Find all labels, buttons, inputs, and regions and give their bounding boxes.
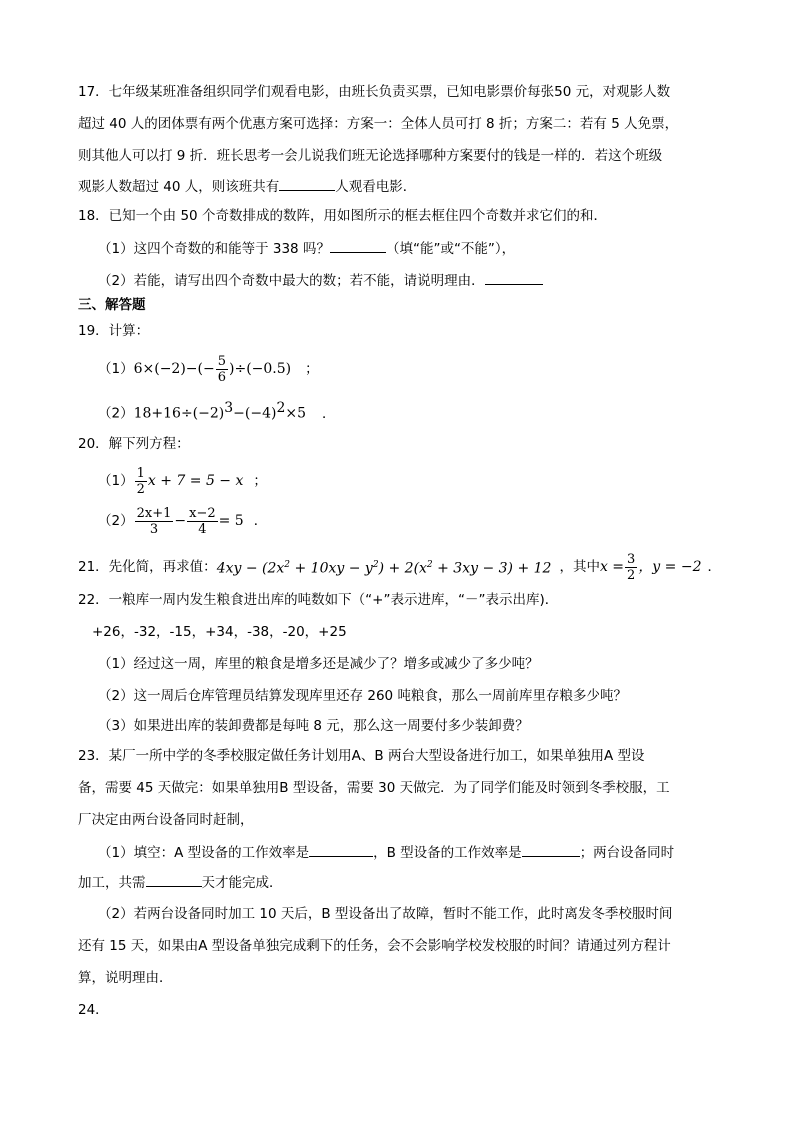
section-heading: 三、解答题: [78, 297, 146, 313]
q22-line-1: 22．一粮库一周内发生粮食进出库的吨数如下（“+”表示进库，“－”表示出库)．: [78, 592, 559, 608]
q18-part-1-text: （1）这四个奇数的和能等于 338 吗？: [98, 241, 330, 257]
q17-answer-blank[interactable]: [279, 176, 335, 191]
q24-title: 24．: [78, 1002, 109, 1018]
q21-expr-b: + 10xy − y: [290, 560, 373, 577]
q20-part-1: [98, 464, 267, 498]
q17-line-4: [78, 176, 416, 197]
q18-line-1: 18．已知一个由 50 个奇数排成的数阵，用如图所示的框去框住四个奇数并求它们的和．: [78, 208, 607, 224]
q20-part-2-fraction-1: [135, 506, 174, 537]
q17-line-2: 超过 40 人的团体票有两个优惠方案可选择：方案一：全体人员可打 8 折；方案二：若有 5 人免票，: [78, 116, 679, 132]
q21-x-denominator: 2: [627, 567, 636, 583]
q19-part-1-expr-b: )÷(−0.5): [229, 361, 292, 377]
q19-part-1-label: （1）: [98, 361, 134, 377]
q20-part-1-end: ；: [253, 473, 267, 489]
q21-line: [78, 550, 721, 584]
q19-part-2-expr-b: −(−4): [233, 405, 277, 422]
q20-part-2: [98, 504, 267, 538]
q23-answer-blank-1[interactable]: [309, 842, 373, 857]
q23-part-1-text-a: （1）填空：A 型设备的工作效率是: [98, 845, 310, 861]
q21-x-fraction: [625, 552, 637, 583]
q20-fraction-1-numerator: 2x+1: [136, 505, 172, 521]
q19-fraction-denominator: 6: [217, 369, 226, 385]
q23-part-1-cont: [78, 872, 283, 893]
q20-fraction-2-numerator: x−2: [189, 505, 216, 521]
q22-data: +26，-32，-15，+34，-38，-20，+25: [92, 624, 347, 640]
q23-part-2-line-3: 算，说明理由．: [78, 970, 173, 986]
q21-exp-1: 2: [284, 560, 291, 571]
q23-part-1-text-b: ，B 型设备的工作效率是: [373, 845, 522, 861]
q23-part-1-text-d: 加工，共需: [78, 875, 146, 891]
q20-part-2-fraction-2: [187, 506, 218, 537]
q19-part-2-exp-1: 3: [224, 400, 234, 416]
q20-fraction-1-denominator: 3: [149, 521, 159, 537]
q19-part-2-exp-2: 2: [276, 400, 286, 416]
q23-part-1: [98, 842, 674, 863]
q23-line-3: 厂决定由两台设备同时赶制，: [78, 812, 254, 828]
q21-x-numerator: 3: [627, 551, 636, 567]
q19-part-2-end: ．: [322, 405, 336, 422]
q18-answer-blank-1[interactable]: [330, 238, 386, 253]
q19-part-2: [98, 398, 336, 424]
q20-fraction-numerator: 1: [136, 465, 145, 481]
q20-part-2-minus: −: [174, 513, 187, 529]
q23-line-1: 23．某厂一所中学的冬季校服定做任务计划用A、B 两台大型设备进行加工，如果单独用A 型设: [78, 748, 645, 764]
q19-fraction-numerator: 5: [217, 353, 226, 369]
q20-part-1-label: （1）: [98, 473, 134, 489]
q21-end: ．: [707, 559, 721, 575]
q21-where: ，其中: [559, 559, 600, 575]
q20-fraction-2-denominator: 4: [198, 521, 207, 537]
q20-part-1-fraction: [135, 466, 147, 497]
q20-fraction-denominator: 2: [136, 481, 145, 497]
q21-expression: [217, 555, 552, 579]
q20-title: 20．解下列方程：: [78, 436, 190, 452]
q23-answer-blank-2[interactable]: [522, 842, 580, 857]
q18-part-1: [98, 238, 515, 259]
q23-part-1-text-c: ；两台设备同时: [579, 845, 675, 861]
q19-part-1-fraction: [216, 354, 228, 385]
q19-part-1-end: ；: [305, 361, 319, 377]
q23-part-1-text-e: 天才能完成．: [201, 875, 283, 891]
q22-part-2: （2）这一周后仓库管理员结算发现库里还存 260 吨粮食，那么一周前库里存粮多少吨？: [98, 688, 627, 704]
q20-part-2-equals: = 5: [218, 513, 244, 529]
q19-title: 19．计算：: [78, 323, 150, 339]
q21-x-lhs: x =: [599, 559, 625, 575]
q23-part-2-line-2: 还有 15 天，如果由A 型设备单独完成剩下的任务，会不会影响学校发校服的时间？请通过列方程计: [78, 938, 671, 954]
q21-expr-d: + 3xy − 3) + 12: [432, 560, 552, 577]
q23-part-2-line-1: （2）若两台设备同时加工 10 天后，B 型设备出了故障，暂时不能工作，此时离发冬季校服时间: [98, 906, 673, 922]
q19-part-1: [98, 352, 319, 386]
q21-expr-c: ) + 2(x: [378, 560, 427, 577]
q19-part-1-expr-a: 6×(−2)−(−: [133, 361, 215, 377]
q18-answer-blank-2[interactable]: [485, 270, 543, 285]
q17-line-4-text: 观影人数超过 40 人，则该班共有: [78, 179, 280, 195]
q19-part-2-expr-a: 18+16÷(−2): [133, 405, 225, 422]
q21-exp-3: 2: [426, 560, 433, 571]
q21-y-value: ，y = −2: [638, 559, 702, 575]
q22-part-3: （3）如果进出库的装卸费都是每吨 8 元，那么这一周要付多少装卸费？: [98, 718, 529, 734]
q19-part-2-label: （2）: [98, 405, 134, 422]
q18-part-2: [98, 270, 543, 291]
q21-exp-2: 2: [372, 560, 379, 571]
q20-part-1-expr: x + 7 = 5 − x: [147, 473, 244, 489]
q22-part-1: （1）经过这一周，库里的粮食是增多还是减少了？增多或减少了多少吨？: [98, 656, 539, 672]
q18-part-1-tail: （填“能”或“不能”），: [385, 241, 516, 257]
q21-lead: 21．先化简，再求值：: [78, 559, 217, 575]
q23-line-2: 备，需要 45 天做完：如果单独用B 型设备，需要 30 天做完．为了同学们能及时领到冬季校服，工: [78, 780, 670, 796]
q21-expr-a: 4xy − (2x: [216, 560, 285, 577]
q17-line-3: 则其他人可以打 9 折．班长思考一会儿说我们班无论选择哪种方案要付的钱是一样的．若这个班级: [78, 148, 663, 164]
q20-part-2-label: （2）: [98, 513, 134, 529]
q20-part-2-end: ．: [253, 513, 268, 529]
q19-part-2-expr-c: ×5: [285, 405, 307, 422]
q18-part-2-text: （2）若能，请写出四个奇数中最大的数；若不能，请说明理由．: [98, 273, 485, 289]
q23-answer-blank-3[interactable]: [146, 872, 202, 887]
q17-line-4-tail: 人观看电影．: [335, 179, 417, 195]
q17-line-1: 17．七年级某班准备组织同学们观看电影，由班长负责买票，已知电影票价每张50 元，对观影人数: [78, 84, 671, 100]
